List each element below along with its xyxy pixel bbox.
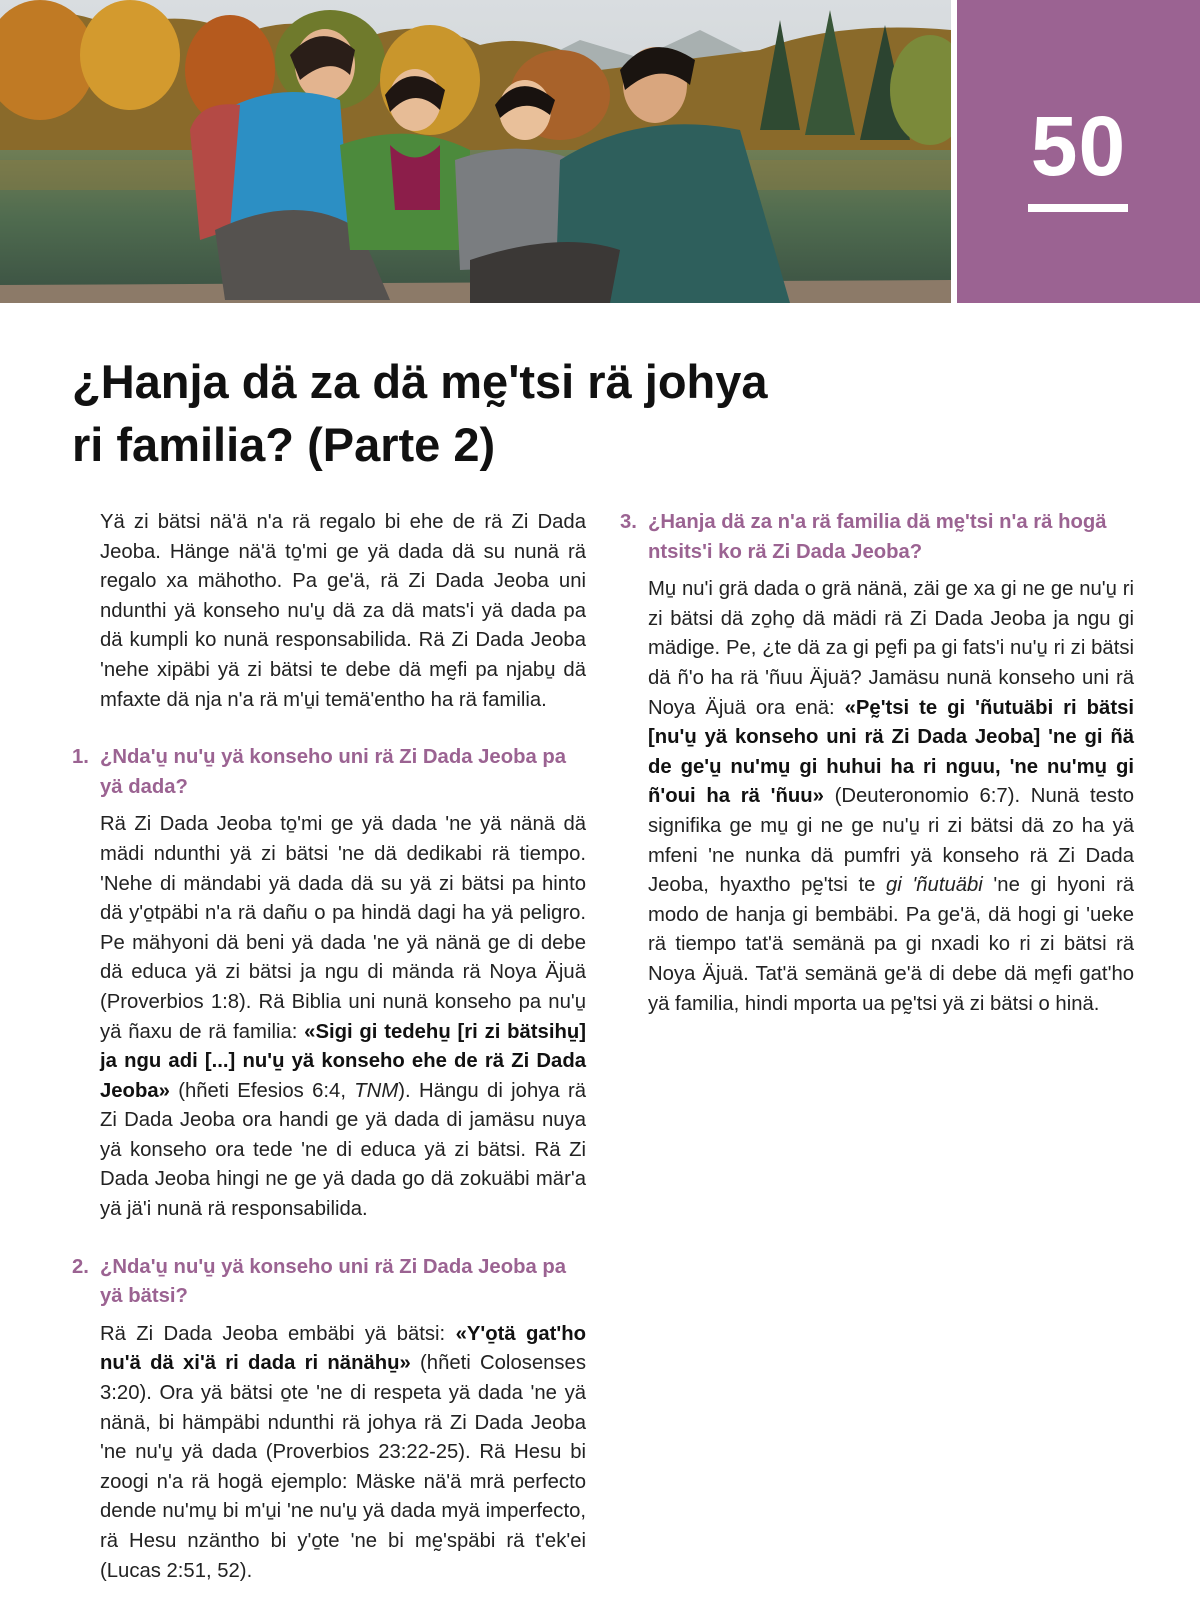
question-1-number: 1. (72, 746, 89, 769)
answer-2-text-b: (hñeti Colosenses 3:20). Ora yä bätsi o̱te 'ne di respeta yä dada 'ne yä nänä, bi hämpäbi ndunthi rä johya rä Zi Dada Jeoba 'ne nu'u̱ yä dada (Proverbios 23:22-25). Rä Hesu bi zoogi n'a rä hogä ejemplo: Mäske nä'ä mrä perfecto dende nu'mu̱ bi m'u̱i 'ne nu'u̱ yä dada myä imperfecto, rä Hesu nzäntho bi y'o̱te 'ne bi mḛ'späbi rä t'ek'ei (Lucas 2:51, 52). (100, 1352, 586, 1582)
answer-1-quote: «Sigi gi tedehu̱ [ri zi bätsihu̱] ja ngu adi [...] nu'u̱ yä konseho ehe de rä Zi Dada Jeoba» (100, 1020, 586, 1102)
answer-1-text-b: (hñeti Efesios 6:4, (169, 1079, 355, 1102)
intro-paragraph: Yä zi bätsi nä'ä n'a rä regalo bi ehe de rä Zi Dada Jeoba. Hänge nä'ä to̱'mi ge yä dada dä su nunä rä regalo xa mähotho. Pa ge'ä, rä Zi Dada Jeoba uni ndunthi yä konseho nu'u̱ dä za dä mats'i yä dada pa dä kumpli ko nunä responsabilida. Rä Zi Dada Jeoba 'nehe xipäbi yä zi bätsi te debe dä mḛfi pa njabu̱ dä mfaxte dä nja n'a rä m'u̱i temä'entho ha rä familia. (100, 511, 586, 711)
answer-2-paragraph (100, 1320, 586, 1586)
answer-2-text-a: Rä Zi Dada Jeoba embäbi yä bätsi: (100, 1322, 456, 1345)
answer-3-ref-italic: gi 'ñutuäbi (886, 874, 983, 897)
question-3-text: ¿Hanja dä za n'a rä familia dä mḛ'tsi n'a rä hogä ntsits'i ko rä Zi Dada Jeoba? (648, 511, 1107, 563)
lesson-number-underline (1028, 204, 1128, 212)
question-1-text: ¿Nda'u̱ nu'u̱ yä konseho uni rä Zi Dada Jeoba pa yä dada? (100, 746, 567, 798)
answer-3-text-a: Mu̱ nu'i grä dada o grä nänä, zäi ge xa gi ne ge nu'u̱ ri zi bätsi dä zo̱ho̱ dä mädi rä Zi Dada Jeoba ja ngu gi mädige. Pe, ¿te dä za gi pḛfi pa gi fats'i nu'u̱ ri zi bätsi dä ñ'o ha rä 'ñuu Äjuä? Jamäsu nunä konseho uni rä Noya Äjuä ora enä: (648, 578, 1134, 719)
answer-1-paragraph (100, 810, 586, 1224)
answer-2-quote: «Y'o̱tä gat'ho nu'ä dä xi'ä ri dada ri nänähu̱» (100, 1322, 587, 1375)
answer-1-text-a: Rä Zi Dada Jeoba to̱'mi ge yä dada 'ne yä nänä dä mädi ndunthi yä zi bätsi 'ne dä dedikabi rä tiempo. 'Nehe di mändabi yä dada dä su yä zi bätsi pa hinto dä y'o̱tpäbi n'a rä dañu o pa hindä dagi ha yä peligro. Pe mähyoni dä beni yä dada 'ne yä nänä ge di debe dä educa yä zi bätsi ja ngu di mända rä Noya Äjuä (Proverbios 1:8). Rä Biblia uni nunä konseho pa nu'u̱ yä ñaxu de rä familia: (100, 813, 586, 1043)
answer-3-paragraph (648, 575, 1134, 1019)
question-1-heading (72, 743, 586, 802)
question-2-text: ¿Nda'u̱ nu'u̱ yä konseho uni rä Zi Dada Jeoba pa yä bätsi? (100, 1255, 567, 1308)
right-column (620, 508, 1134, 1047)
question-2-number: 2. (72, 1255, 89, 1278)
lesson-number-box (957, 0, 1200, 303)
title-line-2: ri familia? (Parte 2) (72, 418, 496, 471)
question-2-heading (72, 1253, 586, 1312)
answer-3-text-b: (Deuteronomio 6:7). Nunä testo signifika ge mu̱ gi ne ge nu'u̱ ri zi bätsi dä zo ha yä mfeni 'ne nunka dä pumfri yä konseho rä Zi Dada Jeoba, hyaxtho pḛ'tsi te (648, 785, 1134, 897)
left-column (72, 508, 586, 1614)
answer-1-text-c: ). Hängu di johya rä Zi Dada Jeoba ora handi ge yä dada di jamäsu nuya yä konseho ora tede 'ne di educa yä zi bätsi. Rä Zi Dada Jeoba hingi ne ge yä dada go dä zokuäbi mär'a yä jä'i nunä rä responsabilida. (100, 1079, 587, 1221)
answer-3-quote: «Pḛ'tsi te gi 'ñutuäbi ri bätsi [nu'u̱ yä konseho uni rä Zi Dada Jeoba] 'ne gi ñä de ge'u̱ nu'mu̱ gi huhui ha ri nguu, 'ne nu'mu̱ gi ñ'oui ha rä 'ñuu» (648, 696, 1135, 808)
question-3-heading (620, 508, 1134, 567)
answer-3-text-c: 'ne gi hyoni rä modo de hanja gi bembäbi. Pa ge'ä, dä hogi gi 'ueke rä tiempo tat'ä semänä pa gi nxadi ko ri zi bätsi rä Noya Äjuä. Tat'ä semänä ge'ä di debe dä mḛfi gat'ho yä familia, hindi mporta ua pḛ'tsi yä zi bätsi o hinä. (648, 874, 1134, 1015)
answer-1-ref-italic: TNM (354, 1079, 399, 1102)
page-title (72, 350, 972, 476)
title-line-1: ¿Hanja dä za dä mḛ'tsi rä johya (72, 355, 768, 408)
hero-photo (0, 0, 951, 303)
lesson-number: 50 (1030, 99, 1127, 193)
question-3-number: 3. (620, 511, 637, 533)
